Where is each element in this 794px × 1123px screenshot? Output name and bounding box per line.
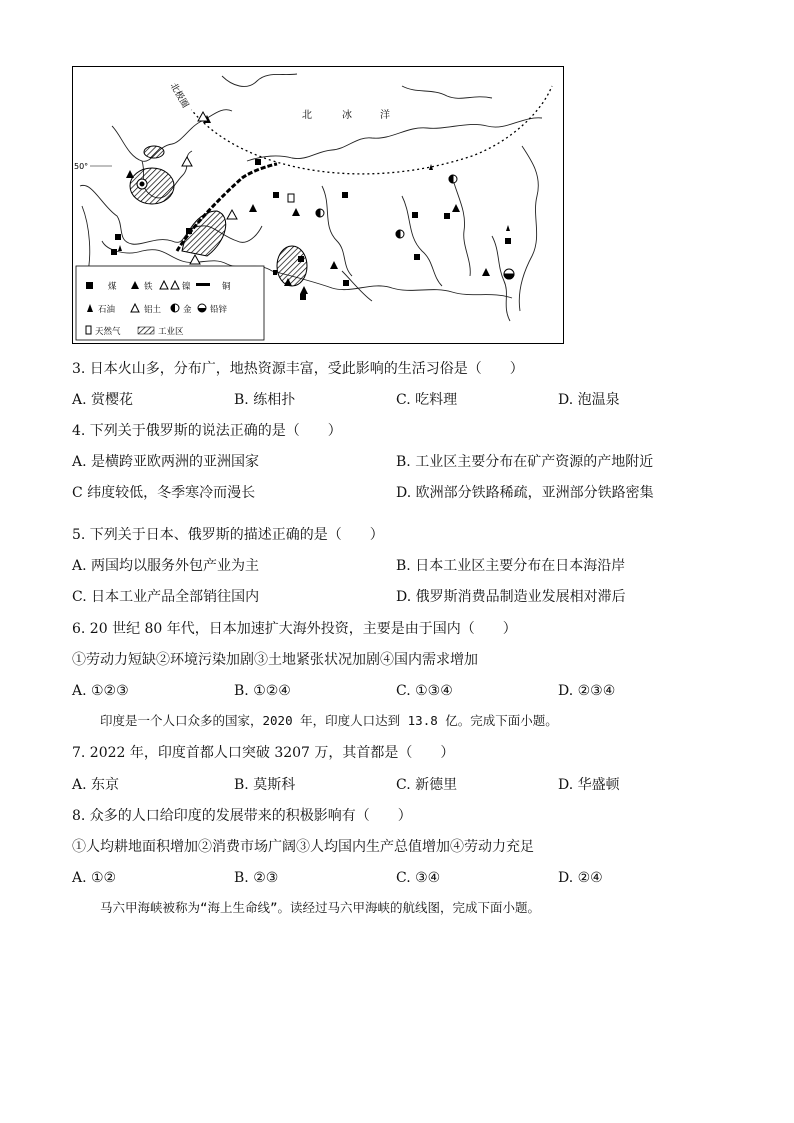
q5-option-c[interactable]: C. 日本工业产品全部销往国内	[72, 589, 260, 605]
legend-bauxite: 铝土	[144, 305, 162, 315]
q4-option-d[interactable]: D. 欧洲部分铁路稀疏，亚洲部分铁路密集	[396, 485, 654, 501]
question-3-stem: 3. 日本火山多，分布广，地热资源丰富，受此影响的生活习俗是（ ）	[72, 361, 524, 377]
q5-option-b[interactable]: B. 日本工业区主要分布在日本海沿岸	[396, 558, 626, 574]
q6-option-a[interactable]: A. ①②③	[72, 683, 129, 699]
q3-option-a[interactable]: A. 赏樱花	[72, 392, 134, 408]
ocean-label-1: 北	[302, 110, 312, 121]
legend-lead-zinc: 铅锌	[210, 305, 228, 315]
industrial-zone-icon	[138, 327, 154, 334]
india-intro: 印度是一个人口众多的国家，2020 年，印度人口达到 13.8 亿。完成下面小题。	[100, 713, 558, 728]
q8-option-c[interactable]: C. ③④	[396, 870, 441, 886]
legend-oil: 石油	[98, 305, 116, 315]
q4-option-b[interactable]: B. 工业区主要分布在矿产资源的产地附近	[396, 454, 654, 470]
natural-gas-symbols	[288, 194, 294, 202]
map-legend	[76, 266, 264, 340]
malacca-intro: 马六甲海峡被称为“海上生命线”。读经过马六甲海峡的航线图，完成下面小题。	[100, 900, 541, 915]
q3-option-b[interactable]: B. 练相扑	[234, 392, 296, 408]
question-4-stem: 4. 下列关于俄罗斯的说法正确的是（ ）	[72, 423, 342, 439]
legend-coal: 煤	[108, 282, 117, 292]
q6-option-b[interactable]: B. ①②④	[234, 683, 291, 699]
ocean-label-2: 冰	[342, 110, 352, 121]
q5-option-a[interactable]: A. 两国均以服务外包产业为主	[72, 558, 260, 574]
question-8-stem: 8. 众多的人口给印度的发展带来的积极影响有（ ）	[72, 808, 412, 824]
q6-option-c[interactable]: C. ①③④	[396, 683, 453, 699]
legend-gas: 天然气	[95, 327, 121, 337]
q8-option-b[interactable]: B. ②③	[234, 870, 279, 886]
natural-gas-icon	[86, 326, 91, 334]
legend-iron: 铁	[144, 282, 153, 292]
latitude-label: 50°	[74, 162, 89, 171]
legend-nickel: 镍	[182, 282, 191, 292]
question-6-statements: ①劳动力短缺②环境污染加剧③土地紧张状况加剧④国内需求增加	[72, 652, 478, 668]
industrial-zone-north	[144, 146, 164, 158]
q4-option-c[interactable]: C 纬度较低，冬季寒冷而漫长	[72, 485, 256, 501]
question-6-stem: 6. 20 世纪 80 年代，日本加速扩大海外投资，主要是由于国内（ ）	[72, 621, 517, 637]
q7-option-c[interactable]: C. 新德里	[396, 777, 458, 793]
arctic-circle-text: 北极圈	[167, 81, 190, 110]
question-8-statements: ①人均耕地面积增加②消费市场广阔③人均国内生产总值增加④劳动力充足	[72, 839, 534, 855]
legend-copper: 铜	[222, 282, 231, 292]
ocean-label-3: 洋	[380, 110, 390, 121]
industrial-zone-ural	[277, 246, 307, 286]
coal-icon	[86, 282, 93, 289]
q3-option-c[interactable]: C. 吃料理	[396, 392, 458, 408]
question-5-stem: 5. 下列关于日本、俄罗斯的描述正确的是（ ）	[72, 527, 384, 543]
q7-option-a[interactable]: A. 东京	[72, 777, 120, 793]
q6-option-d[interactable]: D. ②③④	[558, 683, 616, 699]
q4-option-a[interactable]: A. 是横跨亚欧两洲的亚洲国家	[72, 454, 260, 470]
q7-option-b[interactable]: B. 莫斯科	[234, 777, 296, 793]
russia-resource-map	[72, 66, 564, 344]
q8-option-a[interactable]: A. ①②	[72, 870, 117, 886]
lead-zinc-symbols	[504, 269, 514, 279]
industrial-zone-central	[130, 168, 174, 204]
q7-option-d[interactable]: D. 华盛顿	[558, 777, 620, 793]
q5-option-d[interactable]: D. 俄罗斯消费品制造业发展相对滞后	[396, 589, 626, 605]
q8-option-d[interactable]: D. ②④	[558, 870, 603, 886]
q3-option-d[interactable]: D. 泡温泉	[558, 392, 620, 408]
question-7-stem: 7. 2022 年，印度首都人口突破 3207 万，其首都是（ ）	[72, 745, 455, 761]
copper-icon	[196, 283, 210, 286]
legend-industrial: 工业区	[158, 327, 184, 337]
legend-gold: 金	[183, 305, 192, 315]
